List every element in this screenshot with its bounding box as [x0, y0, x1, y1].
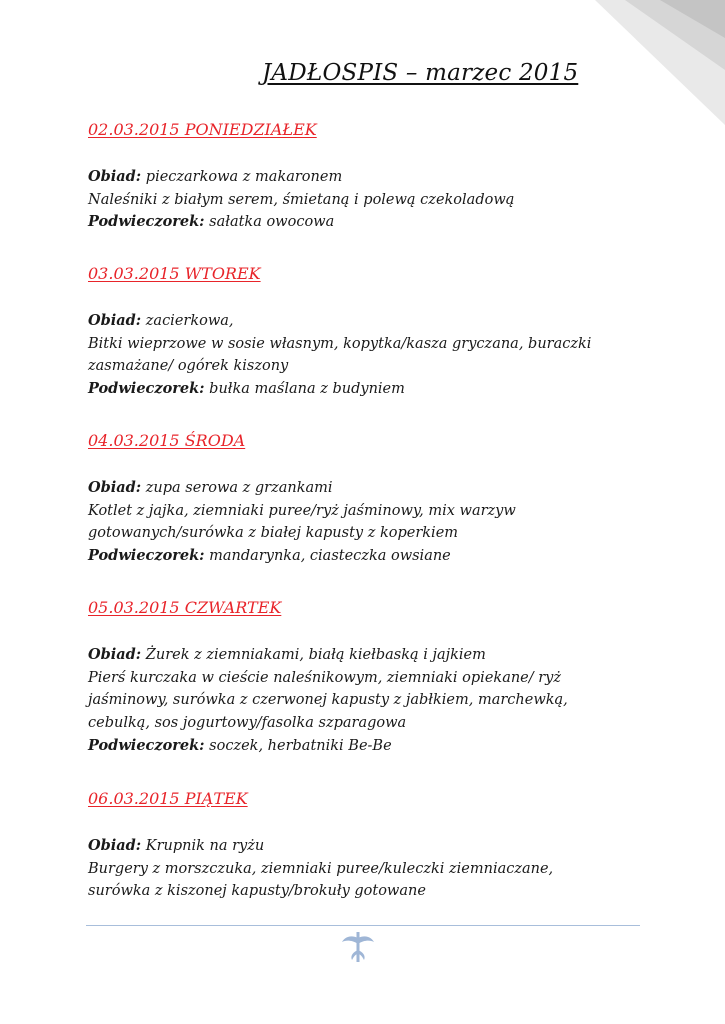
main-course-line: Naleśniki z białym serem, śmietaną i polewą czekoladową — [88, 191, 515, 208]
fleur-ornament-icon — [338, 928, 378, 968]
day-heading: 06.03.2015 PIĄTEK — [88, 789, 248, 808]
snack-text: mandarynka, ciasteczka owsiane — [204, 548, 451, 565]
page-title: JADŁOSPIS – marzec 2015 — [262, 60, 579, 86]
lunch-soup: zupa serowa z grzankami — [141, 480, 333, 496]
lunch-soup-line — [88, 644, 688, 667]
day-heading: 02.03.2015 PONIEDZIAŁEK — [88, 120, 317, 139]
lunch-label: Obiad: — [88, 837, 142, 854]
lunch-soup-line — [88, 310, 688, 333]
day-heading: 03.03.2015 WTOREK — [88, 264, 261, 283]
day-section-wednesday — [88, 431, 688, 568]
snack-label: Podwieczorek: — [88, 380, 205, 398]
main-course-line: Kotlet z jajka, ziemniaki puree/ryż jaśminowy, mix warzyw — [88, 502, 516, 519]
snack-label: Podwieczorek: — [88, 547, 205, 565]
main-course-line: Bitki wieprzowe w sosie własnym, kopytka/kasza gryczana, buraczki — [88, 335, 592, 352]
day-section-monday — [88, 120, 688, 234]
lunch-soup: Krupnik na ryżu — [141, 838, 265, 854]
main-course-line: cebulką, sos jogurtowy/fasolka szparagowa — [88, 715, 407, 732]
lunch-label: Obiad: — [88, 646, 142, 663]
footer-divider — [86, 925, 640, 926]
day-heading: 04.03.2015 ŚRODA — [88, 431, 246, 450]
main-course-line: surówka z kiszonej kapusty/brokuły gotowane — [88, 883, 426, 900]
day-section-tuesday — [88, 264, 688, 401]
day-section-friday — [88, 789, 688, 903]
snack-line — [88, 378, 688, 401]
snack-label: Podwieczorek: — [88, 736, 205, 754]
snack-line — [88, 735, 688, 758]
lunch-soup-line — [88, 835, 688, 858]
day-heading: 05.03.2015 CZWARTEK — [88, 598, 282, 617]
main-course-line: zasmażane/ ogórek kiszony — [88, 358, 289, 375]
lunch-soup: zacierkowa, — [141, 313, 234, 329]
main-course-line: Pierś kurczaka w cieście naleśnikowym, ziemniaki opiekane/ ryż — [88, 669, 562, 686]
snack-text: bułka maślana z budyniem — [204, 381, 405, 398]
lunch-label: Obiad: — [88, 312, 142, 329]
snack-line — [88, 211, 688, 234]
day-section-thursday — [88, 598, 688, 758]
lunch-soup-line — [88, 166, 688, 189]
main-course-line: Burgery z morszczuka, ziemniaki puree/kuleczki ziemniaczane, — [88, 860, 554, 877]
lunch-soup: pieczarkowa z makaronem — [141, 169, 343, 185]
main-course-line: jaśminowy, surówka z czerwonej kapusty z jabłkiem, marchewką, — [88, 692, 568, 709]
lunch-soup: Żurek z ziemniakami, białą kiełbaską i jajkiem — [141, 647, 486, 663]
snack-label: Podwieczorek: — [88, 213, 205, 231]
snack-text: soczek, herbatniki Be-Be — [204, 737, 392, 754]
snack-line — [88, 545, 688, 568]
main-course-line: gotowanych/surówka z białej kapusty z koperkiem — [88, 525, 459, 542]
lunch-label: Obiad: — [88, 168, 142, 185]
lunch-soup-line — [88, 477, 688, 500]
snack-text: sałatka owocowa — [204, 214, 335, 231]
lunch-label: Obiad: — [88, 479, 142, 496]
